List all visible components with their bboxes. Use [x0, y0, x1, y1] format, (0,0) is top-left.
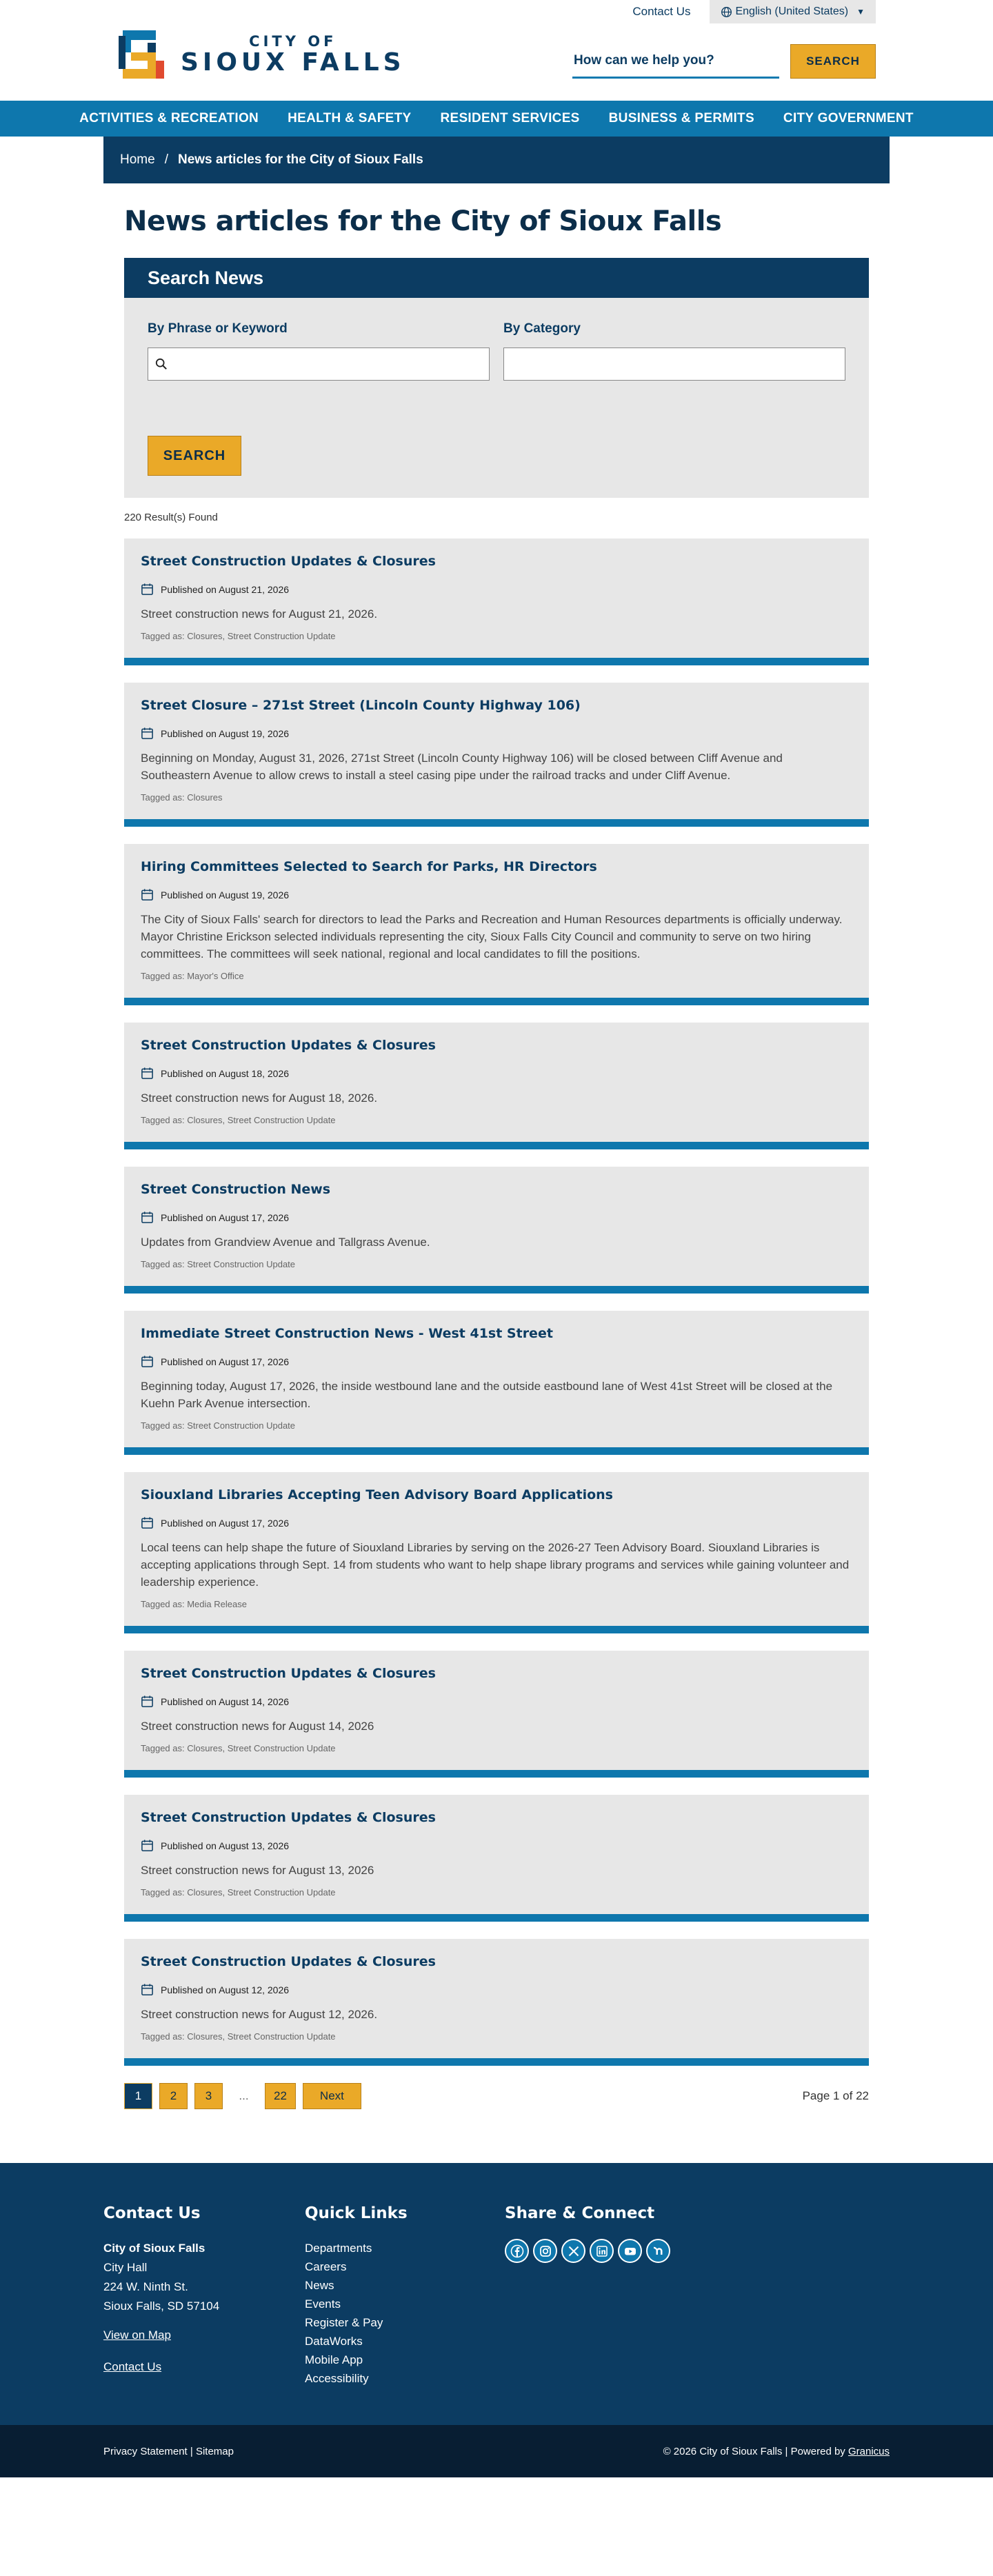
site-footer [0, 2163, 993, 2477]
article-title-link[interactable]: Street Construction Updates & Closures [141, 1038, 436, 1053]
article-title-link[interactable]: Street Construction Updates & Closures [141, 1810, 436, 1825]
footer-address-line: Sioux Falls, SD 57104 [103, 2300, 220, 2313]
instagram-icon[interactable] [533, 2239, 557, 2263]
calendar-icon [141, 1695, 154, 1708]
header-contact-link[interactable]: Contact Us [632, 5, 691, 18]
keyword-input[interactable] [148, 348, 489, 380]
article-date [141, 727, 852, 740]
article-date [141, 1695, 852, 1708]
footer-main [0, 2163, 993, 2425]
keyword-input-wrapper [148, 348, 490, 381]
footer-org-name: City of Sioux Falls [103, 2242, 205, 2255]
article-tags: Tagged as: Closures, Street Construction Update [141, 1743, 336, 1753]
category-select[interactable] [503, 348, 845, 381]
article-title-link[interactable]: Street Construction Updates & Closures [141, 1954, 436, 1969]
article-date-text: Published on August 13, 2026 [161, 1840, 290, 1851]
news-search-button[interactable]: SEARCH [148, 436, 241, 476]
header-search-input[interactable] [572, 44, 779, 79]
article-date-text: Published on August 12, 2026 [161, 1984, 290, 1995]
youtube-icon[interactable] [618, 2239, 642, 2263]
article-card [124, 1167, 869, 1294]
page-link-2[interactable]: 2 [159, 2083, 188, 2109]
footer-link-mobile-app[interactable]: Mobile App [305, 2353, 363, 2366]
article-date [141, 888, 852, 901]
footer-bottom-bar [0, 2425, 993, 2477]
article-title-link[interactable]: Street Construction Updates & Closures [141, 554, 436, 569]
article-card [124, 1023, 869, 1149]
footer-share [505, 2204, 670, 2388]
article-tags: Tagged as: Closures, Street Construction Update [141, 1115, 336, 1125]
footer-address-line: 224 W. Ninth St. [103, 2280, 188, 2293]
filter-row [148, 321, 845, 381]
article-tags: Tagged as: Closures, Street Construction Update [141, 631, 336, 641]
article-summary: Beginning on Monday, August 31, 2026, 271st Street (Lincoln County Highway 106) will be closed between Cliff Avenue and Southeastern Avenue to allow crews to install a steel casing pipe under the railroad tracks and under Cliff Avenue. [141, 752, 783, 782]
article-date [141, 1983, 852, 1996]
breadcrumb-home-link[interactable]: Home [120, 152, 155, 167]
article-summary: Local teens can help shape the future of Siouxland Libraries by serving on the 2026-27 Teen Advisory Board. Siouxland Libraries is accepting applications through Sept. 14 from students who want to help shape library programs and services while gaining volunteer and leadership experience. [141, 1541, 850, 1589]
footer-contact-link[interactable]: Contact Us [103, 2360, 162, 2373]
footer-link-news[interactable]: News [305, 2279, 334, 2292]
footer-share-heading: Share & Connect [505, 2204, 655, 2222]
main-content [124, 183, 869, 2109]
article-summary: Street construction news for August 18, 2026. [141, 1091, 378, 1105]
article-date-text: Published on August 17, 2026 [161, 1211, 290, 1223]
article-summary: Street construction news for August 21, 2026. [141, 607, 378, 621]
footer-contact-heading: Contact Us [103, 2204, 201, 2222]
logo-city-label: CITY OF [249, 33, 337, 50]
category-label: By Category [503, 321, 581, 336]
article-date-text: Published on August 18, 2026 [161, 1067, 290, 1079]
article-date-text: Published on August 17, 2026 [161, 1356, 290, 1367]
article-card [124, 1311, 869, 1455]
search-news-body [124, 298, 869, 498]
article-card [124, 1939, 869, 2066]
article-title-link[interactable]: Hiring Committees Selected to Search for Parks, HR Directors [141, 859, 597, 874]
footer-link-departments[interactable]: Departments [305, 2242, 372, 2255]
footer-legal-links[interactable]: Privacy Statement | Sitemap [103, 2445, 234, 2457]
footer-link-dataworks[interactable]: DataWorks [305, 2335, 363, 2348]
article-date [141, 1839, 852, 1852]
utility-links [632, 0, 876, 23]
footer-address-line: City Hall [103, 2261, 148, 2274]
article-date-text: Published on August 21, 2026 [161, 583, 290, 595]
language-select[interactable] [710, 0, 876, 23]
header-search [572, 44, 876, 79]
article-tags: Tagged as: Street Construction Update [141, 1259, 296, 1269]
article-summary: Street construction news for August 14, 2026 [141, 1720, 374, 1733]
keyword-filter [148, 321, 490, 381]
keyword-label: By Phrase or Keyword [148, 321, 288, 336]
calendar-icon [141, 1983, 154, 1996]
footer-columns [103, 2204, 670, 2388]
globe-icon [721, 6, 732, 18]
article-date-text: Published on August 19, 2026 [161, 889, 290, 900]
pagination [124, 2083, 869, 2109]
article-card [124, 683, 869, 827]
article-card [124, 1795, 869, 1922]
article-date [141, 1355, 852, 1368]
article-summary: Street construction news for August 12, 2026. [141, 2008, 378, 2021]
breadcrumb-separator: / [164, 152, 168, 167]
article-title-link[interactable]: Street Closure – 271st Street (Lincoln County Highway 106) [141, 698, 581, 713]
calendar-icon [141, 727, 154, 740]
nextdoor-icon[interactable] [646, 2239, 670, 2263]
city-logo-mark-icon [116, 26, 171, 83]
page-status: Page 1 of 22 [802, 2089, 869, 2102]
granicus-link[interactable]: Granicus [847, 2445, 890, 2457]
chevron-down-icon: ▼ [856, 7, 865, 17]
article-summary: The City of Sioux Falls' search for directors to lead the Parks and Recreation and Human Resources departments is officially underway. Mayor Christine Erickson selected individuals representing the city, Sioux Falls City Council and community to serve on two hiring committees. The committees will seek national, regional and local candidates to fill the positions. [141, 913, 843, 960]
article-title-link[interactable]: Street Construction Updates & Closures [141, 1666, 436, 1681]
footer-link-accessibility[interactable]: Accessibility [305, 2372, 369, 2385]
footer-quick-links [305, 2204, 505, 2388]
page-title: News articles for the City of Sioux Falls [124, 205, 722, 237]
article-date-text: Published on August 19, 2026 [161, 727, 290, 739]
footer-link-careers[interactable]: Careers [305, 2260, 347, 2273]
page-link-1[interactable]: 1 [124, 2083, 152, 2109]
main-nav [0, 101, 993, 137]
nav-item-business-permits[interactable]: BUSINESS & PERMITS [608, 111, 754, 125]
article-date-text: Published on August 17, 2026 [161, 1517, 290, 1529]
article-date [141, 1067, 852, 1080]
article-tags: Tagged as: Media Release [141, 1599, 247, 1609]
article-date [141, 1516, 852, 1529]
breadcrumb-current: News articles for the City of Sioux Falls [177, 152, 423, 167]
footer-link-events[interactable]: Events [305, 2297, 341, 2311]
article-title-link[interactable]: Immediate Street Construction News - West 41st Street [141, 1326, 553, 1341]
category-filter [503, 321, 845, 381]
site-header [0, 0, 993, 101]
article-list [124, 539, 869, 2066]
footer-contact [103, 2204, 305, 2388]
article-summary: Street construction news for August 13, 2026 [141, 1864, 374, 1877]
calendar-icon [141, 583, 154, 596]
calendar-icon [141, 1839, 154, 1852]
article-date [141, 1211, 852, 1224]
pagination-links [124, 2083, 361, 2109]
article-card [124, 1651, 869, 1778]
search-news-heading: Search News [124, 258, 869, 298]
article-card [124, 844, 869, 1005]
article-tags: Tagged as: Closures, Street Construction Update [141, 2031, 336, 2042]
linkedin-icon[interactable] [590, 2239, 614, 2263]
facebook-icon[interactable] [505, 2239, 529, 2263]
calendar-icon [141, 888, 154, 901]
results-count: 220 Result(s) Found [124, 512, 218, 523]
city-logo[interactable] [116, 26, 405, 83]
article-tags: Tagged as: Street Construction Update [141, 1420, 296, 1431]
nav-item-health-safety[interactable]: HEALTH & SAFETY [288, 111, 412, 125]
page-next-button[interactable]: Next [303, 2083, 361, 2109]
article-card [124, 539, 869, 665]
article-tags: Tagged as: Closures [141, 792, 223, 803]
article-date [141, 583, 852, 596]
calendar-icon [141, 1516, 154, 1529]
article-title-link[interactable]: Street Construction News [141, 1182, 331, 1197]
page-link-last[interactable]: 22 [265, 2083, 296, 2109]
language-label: English (United States) [735, 6, 849, 17]
social-links [505, 2239, 670, 2263]
calendar-icon [141, 1355, 154, 1368]
calendar-icon [141, 1067, 154, 1080]
footer-map-link[interactable]: View on Map [103, 2328, 171, 2342]
article-summary: Updates from Grandview Avenue and Tallgrass Avenue. [141, 1236, 430, 1249]
article-title-link[interactable]: Siouxland Libraries Accepting Teen Advisory Board Applications [141, 1487, 613, 1502]
article-tags: Tagged as: Mayor's Office [141, 971, 244, 981]
header-search-button[interactable]: SEARCH [790, 44, 876, 79]
footer-quick-links-heading: Quick Links [305, 2204, 408, 2222]
city-logo-text [181, 33, 405, 76]
page-ellipsis: ... [239, 2089, 249, 2102]
article-summary: Beginning today, August 17, 2026, the inside westbound lane and the outside eastbound lane of West 41st Street will be closed at the Kuehn Park Avenue intersection. [141, 1380, 833, 1410]
x-icon[interactable] [561, 2239, 585, 2263]
logo-name-label: SIOUX FALLS [181, 48, 405, 77]
article-tags: Tagged as: Closures, Street Construction Update [141, 1887, 336, 1898]
search-icon [155, 358, 168, 370]
article-card [124, 1472, 869, 1633]
nav-item-activities-recreation[interactable]: ACTIVITIES & RECREATION [79, 111, 259, 125]
calendar-icon [141, 1211, 154, 1224]
article-date-text: Published on August 14, 2026 [161, 1695, 290, 1707]
footer-link-register-pay[interactable]: Register & Pay [305, 2316, 383, 2329]
breadcrumb [103, 137, 890, 183]
nav-item-city-government[interactable]: CITY GOVERNMENT [783, 111, 914, 125]
page-link-3[interactable]: 3 [194, 2083, 223, 2109]
search-news-panel [124, 258, 869, 498]
nav-item-resident-services[interactable]: RESIDENT SERVICES [440, 111, 580, 125]
footer-copyright [663, 2446, 890, 2457]
footer-copyright-text: © 2026 City of Sioux Falls | Powered by [663, 2445, 848, 2457]
